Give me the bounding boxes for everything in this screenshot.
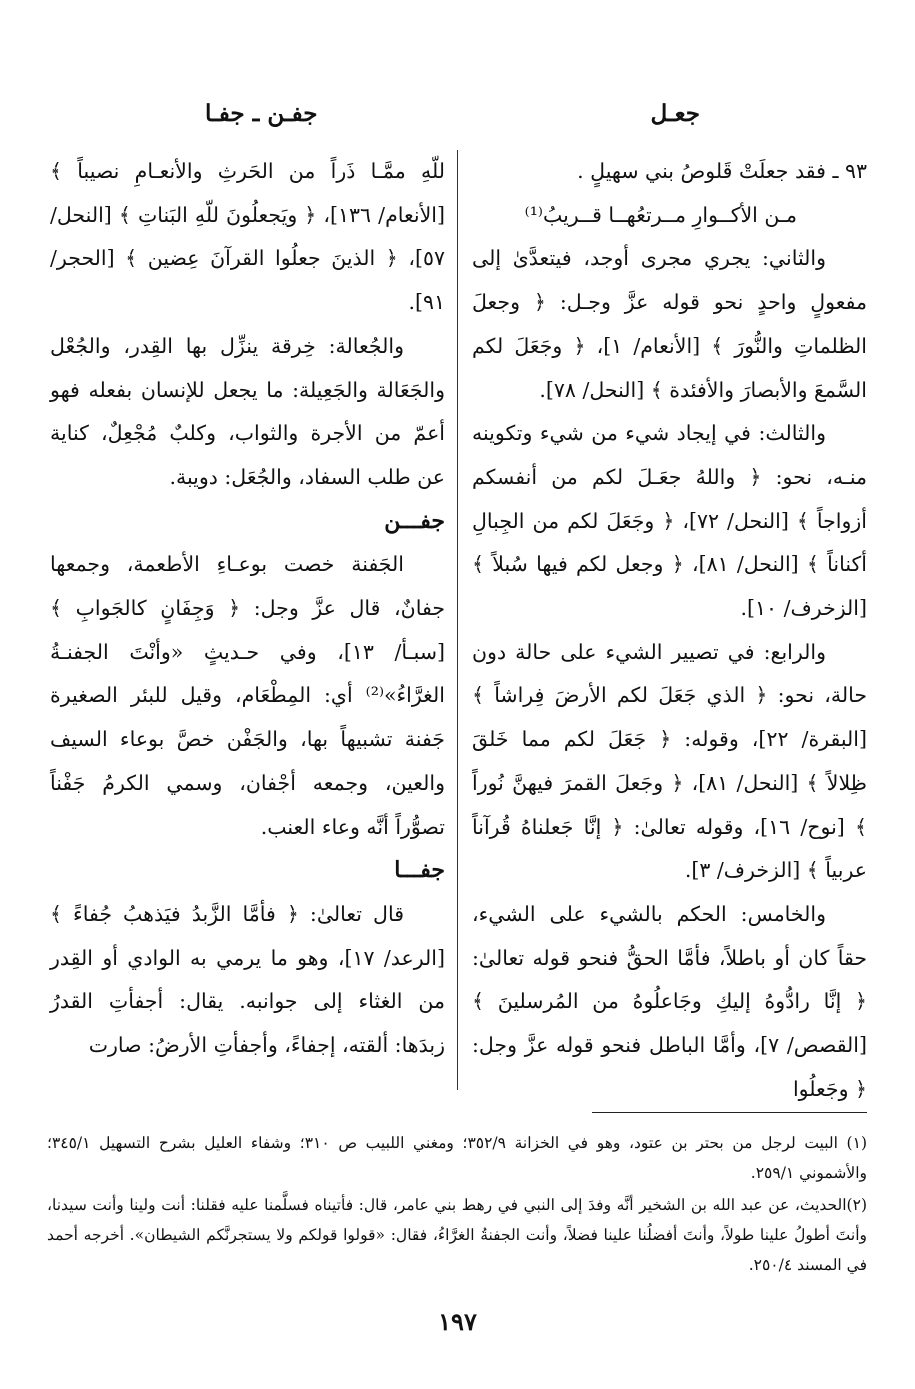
left-column — [50, 150, 445, 1068]
running-header-left: جفـن ـ جفـا — [205, 100, 318, 127]
entry-heading-jafa: جفـــا — [394, 857, 445, 884]
right-column — [472, 150, 867, 1111]
page-number: ١٩٧ — [438, 1307, 477, 1336]
paragraph-third-meaning: والثالث: في إيجاد شيء من شيء وتكوينه منـه، نحو: ﴿ واللهُ جعَـلَ لكم من أنفسكم أزواجاً ﴾ [النحل/ ٧٢]، ﴿ وجَعَلَ لكم من الجِبالِ أكناناً ﴾ [النحل/ ٨١]، ﴿ وجعل لكم فيها سُبلاً ﴾ [الزخرف/ ١٠]. — [472, 421, 867, 621]
paragraph-fourth-meaning: والرابع: في تصيير الشيء على حالة دون حالة، نحو: ﴿ الذي جَعَلَ لكم الأرضَ فِراشاً ﴾ [البقرة/ ٢٢]، وقوله: ﴿ جَعَلَ لكم مما خَلقَ ظِلالاً ﴾ [النحل/ ٨١]، ﴿ وجَعلَ القمرَ فيهنَّ نُوراً ﴾ [نوح/ ١٦]، وقوله تعالىٰ: ﴿ إنَّا جَعلناهُ قُرآناً عربياً ﴾ [الزخرف/ ٣]. — [472, 639, 868, 883]
paragraph-jafn: الجَفنة خصت بوعـاءِ الأطعمة، وجمعها جفانٌ، قال عزَّ وجل: ﴿ وَجِفَانٍ كالجَوابِ ﴾ [سبـأ/ ١٣]، وفي حـديثٍ «وأنْتَ الجفنـةُ الغرَّاءُ»⁽²⁾ أي: المِطْعَام، وقيل للبئر الصغيرة جَفنة تشبيهاً بها، والجَفْن خصَّ بوعاء السيف والعين، وجمعه أجْفان، وسمي الكرمُ جَفْناً تصوُّراً أنَّه وعاء العنب. — [50, 552, 445, 839]
footnote-2: (٢)الحديث، عن عبد الله بن الشخير أنَّه وفدَ إلى النبي في رهط بني عامر، قال: فأتيناه فسلَّمنا عليه فقلنا: أنت ولينا وأنت سيدنا، وأنتَ أطولُ علينا طولاً، وأنتَ أفضلُنا علينا فضلاً، وأنت الجفنةُ الغرَّاءُ، فقال: «قولوا قولكم ولا يستجرنَّكم الشيطان». أخرجه أحمد في المسند ٢٥٠/٤. — [47, 1196, 867, 1274]
paragraph-fifth-meaning: والخامس: الحكم بالشيء على الشيء، حقاً كان أو باطلاً، فأمَّا الحقُّ فنحو قوله تعالىٰ: ﴿ إنَّا رادُّوهُ إليكِ وجَاعلُوهُ من المُرسلينَ ﴾ [القصص/ ٧]، وأمَّا الباطل فنحو قوله عزَّ وجل: ﴿ وجَعلُوا — [472, 901, 867, 1101]
column-divider — [457, 150, 458, 1090]
verse-line-2: مـن الأكــوارِ مــرتعُهــا قــريبُ⁽¹⁾ — [524, 202, 797, 227]
entry-heading-jafn: جفـــن — [384, 507, 445, 534]
paragraph-continuation: للّهِ ممَّـا ذَراً من الحَرثِ والأنعـامِ نصيباً ﴾ [الأنعام/ ١٣٦]، ﴿ ويَجعلُونَ للّهِ البَناتِ ﴾ [النحل/ ٥٧]، ﴿ الذينَ جعلُوا القرآنَ عِضين ﴾ [الحجر/ ٩١]. — [50, 159, 445, 315]
paragraph-juala: والجُعالة: خِرقة ينزِّل بها القِدر، والجُعْل والجَعَالة والجَعِيلة: ما يجعل للإنسان بفعله فهو أعمّ من الأجرة والثواب، وكلبٌ مُجْعِلٌ، كناية عن طلب السفاد، والجُعَل: دويبة. — [50, 333, 445, 489]
footnotes — [47, 1128, 867, 1282]
paragraph-second-meaning: والثاني: يجري مجرى أوجد، فيتعدَّىٰ إلى مفعولٍ واحدٍ نحو قوله عزَّ وجـل: ﴿ وجعلَ الظلماتِ والنُّورَ ﴾ [الأنعام/ ١]، ﴿ وجَعَلَ لكم السَّمعَ والأبصارَ والأفئدة ﴾ [النحل/ ٧٨]. — [472, 246, 867, 402]
paragraph-jafa: قال تعالىٰ: ﴿ فأمَّا الزَّبدُ فيَذهبُ جُفاءً ﴾ [الرعد/ ١٧]، وهو ما يرمي به الوادي أو القِدر من الغثاء إلى جوانبه. يقال: أجفأتِ القدرُ زبدَها: ألقته، إجفاءً، وأجفأتِ الأرضُ: صارت — [50, 901, 445, 1058]
running-header-right: جعـل — [650, 100, 700, 127]
verse-line-1: ٩٣ ـ فقد جعلَتْ قَلوصُ بني سهيلٍ . — [577, 159, 867, 183]
footnote-rule — [592, 1112, 867, 1113]
footnote-1: (١) البيت لرجل من بحتر بن عتود، وهو في الخزانة ٣٥٢/٩؛ ومغني اللبيب ص ٣١٠؛ وشفاء العليل بشرح التسهيل ٣٤٥/١؛ والأشموني ٢٥٩/١. — [47, 1134, 867, 1182]
